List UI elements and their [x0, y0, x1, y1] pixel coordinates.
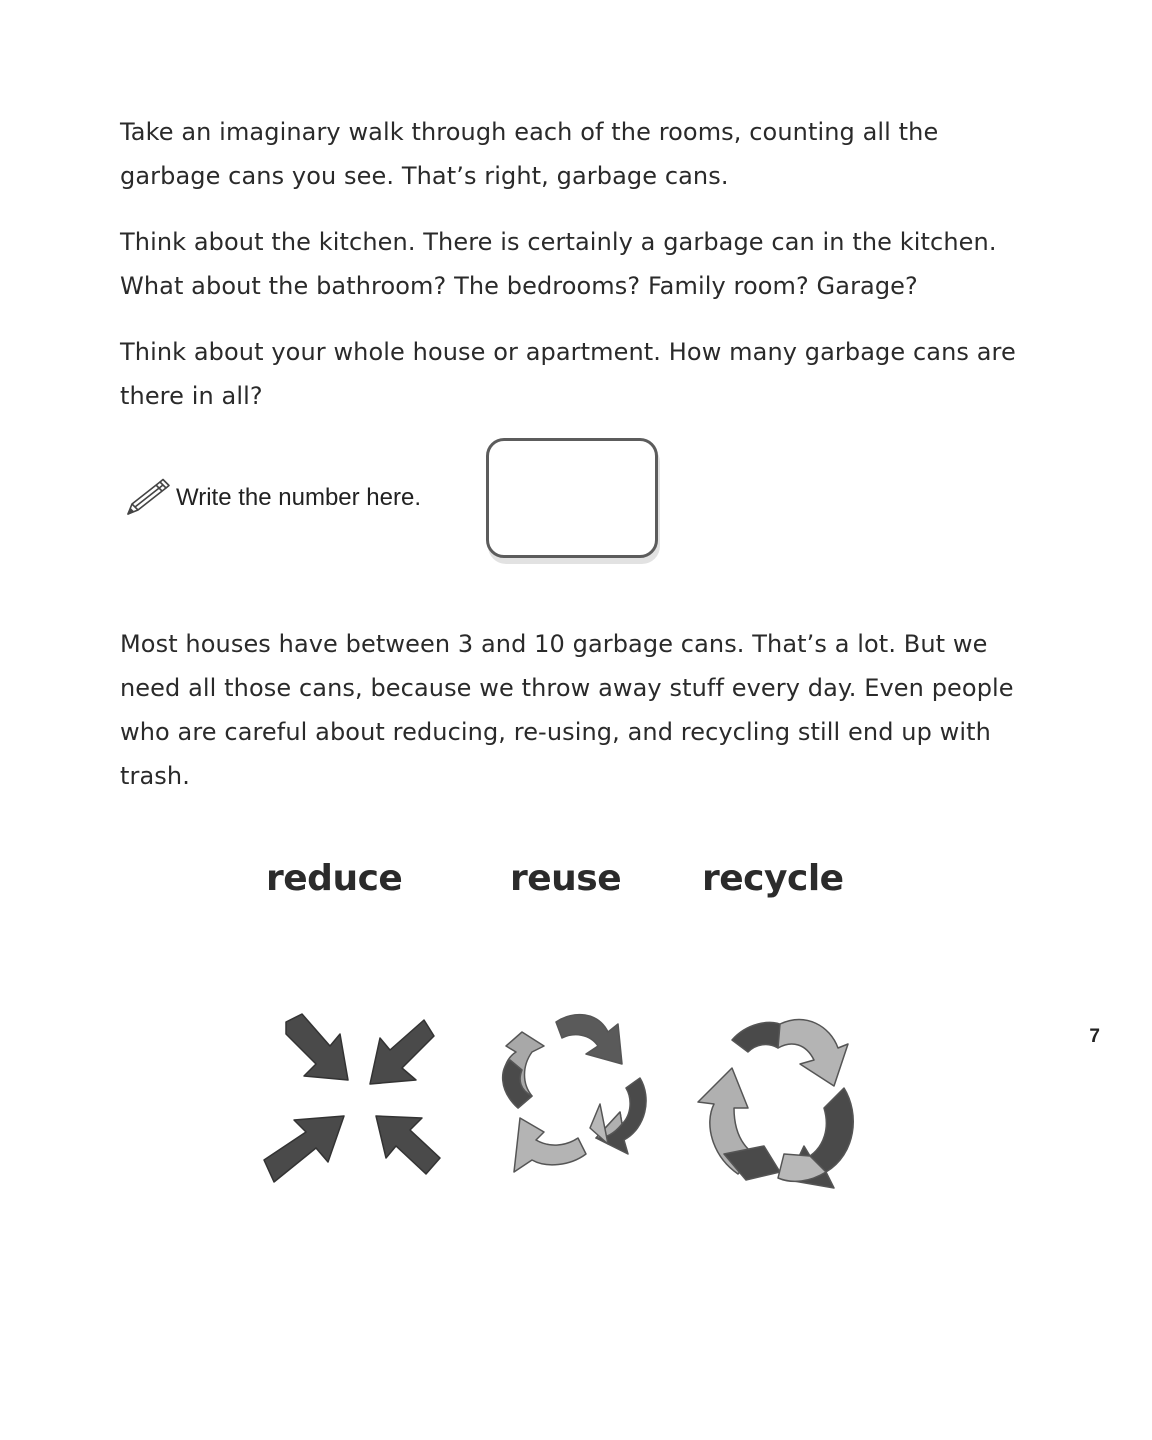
recycle-label: recycle [702, 858, 844, 899]
paragraph-think-about-kitchen: Think about the kitchen. There is certainly a garbage can in the kitchen. What about the bathroom? The bedrooms? Family room? Garage? [120, 228, 997, 300]
reduce-label: reduce [266, 858, 403, 899]
paragraph-most-houses: Most houses have between 3 and 10 garbage cans. That’s a lot. But we need all those cans, because we throw away stuff every day. Even people who are careful about reducing, re-using, and recycling still end up with trash. [120, 630, 1014, 790]
reuse-label: reuse [510, 858, 622, 899]
number-answer-box[interactable] [486, 438, 658, 558]
write-number-label: Write the number here. [176, 484, 422, 511]
reuse-arrows-icon [474, 1004, 656, 1178]
reduce-arrows-icon [258, 1010, 448, 1190]
pencil-icon [120, 476, 172, 520]
recycle-arrows-icon [684, 1004, 874, 1194]
paragraph-walk-through-rooms: Take an imaginary walk through each of the rooms, counting all the garbage cans you see. That’s right, garbage cans. [120, 118, 939, 190]
paragraph-whole-house: Think about your whole house or apartment. How many garbage cans are there in all? [120, 338, 1016, 410]
write-number-prompt [120, 476, 421, 520]
page-number: 7 [1089, 1026, 1100, 1047]
